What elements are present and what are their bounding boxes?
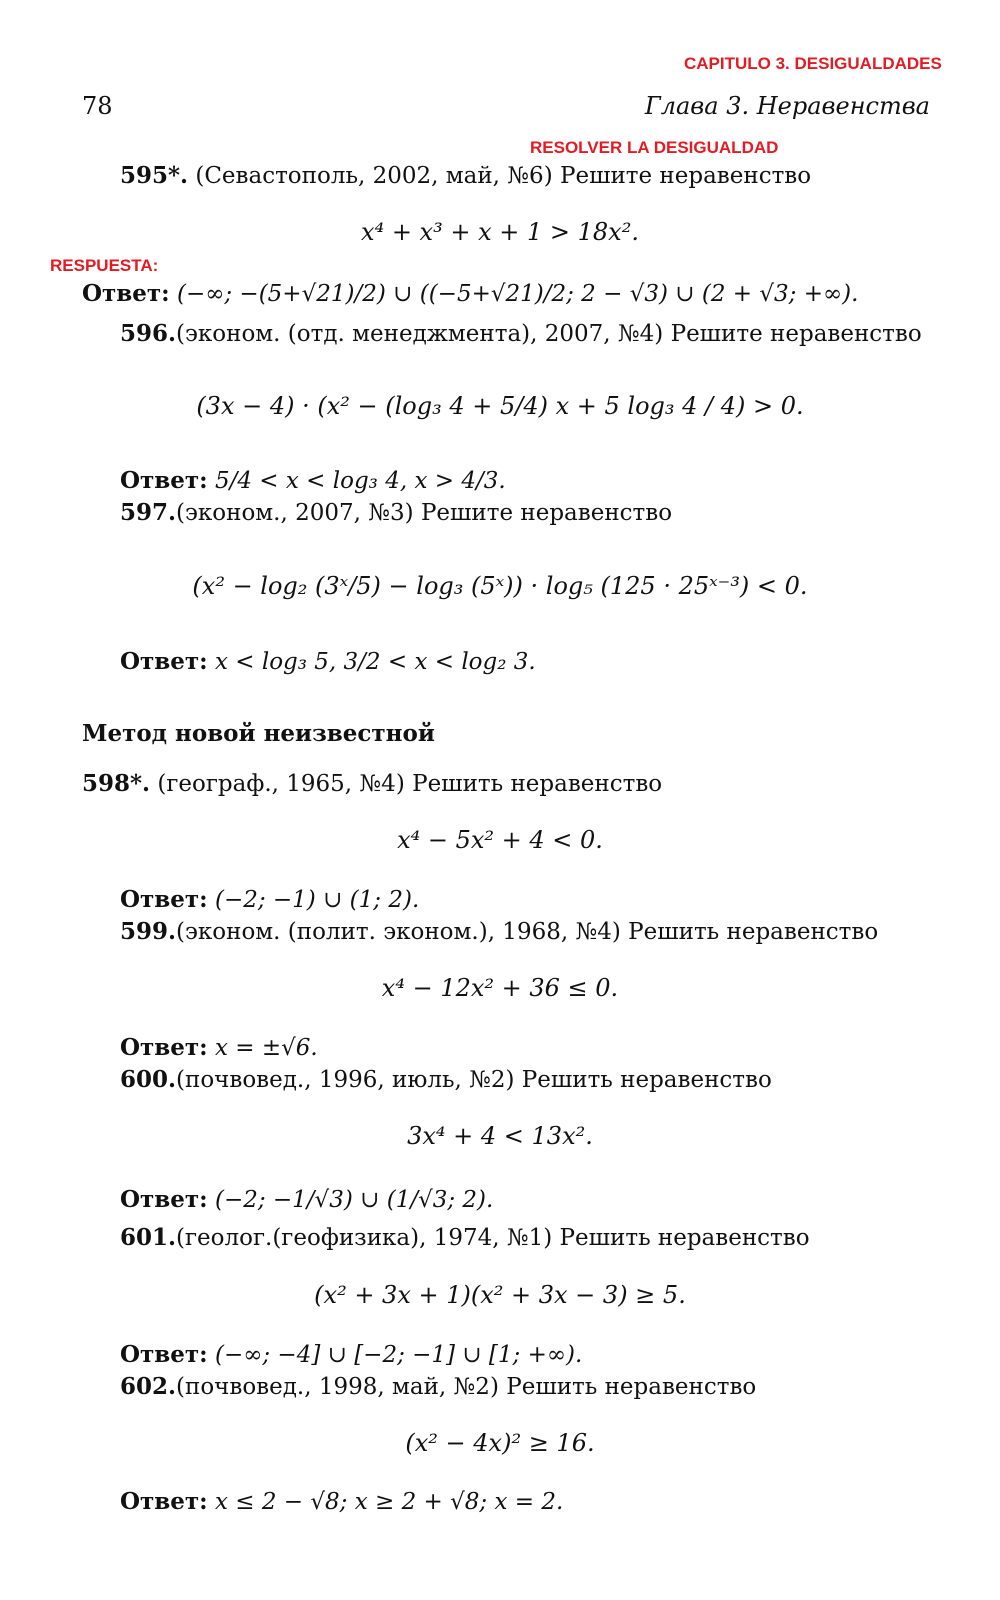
answer-value: 5/4 < x < log₃ 4, x > 4/3.	[207, 468, 506, 494]
formula-601: (x² + 3x + 1)(x² + 3x − 3) ≥ 5.	[314, 1281, 686, 1309]
answer-label: Ответ:	[120, 467, 208, 494]
formula-595: x⁴ + x³ + x + 1 > 18x².	[361, 218, 639, 246]
problem-text: (почвовед., 1998, май, №2) Решить неравенство	[176, 1374, 757, 1400]
answer-597	[120, 648, 536, 675]
formula-596: (3x − 4) · (x² − (log₃ 4 + 5/4) x + 5 log₃ 4 / 4) > 0.	[196, 392, 804, 420]
problem-text: (геолог.(геофизика), 1974, №1) Решить неравенство	[176, 1225, 810, 1251]
formula-600: 3x⁴ + 4 < 13x².	[407, 1122, 593, 1150]
problem-text: (эконом. (полит. эконом.), 1968, №4) Решить неравенство	[176, 919, 879, 945]
answer-value: x < log₃ 5, 3/2 < x < log₂ 3.	[207, 649, 536, 675]
answer-label: Ответ:	[120, 886, 208, 913]
problem-596	[120, 320, 922, 347]
problem-text: (географ., 1965, №4) Решить неравенство	[150, 771, 663, 797]
problem-text: (почвовед., 1996, июль, №2) Решить неравенство	[176, 1067, 772, 1093]
answer-label: Ответ:	[120, 648, 208, 675]
problem-number: 595*.	[120, 162, 189, 189]
problem-number: 599.	[120, 918, 177, 945]
annotation-resolve: RESOLVER LA DESIGUALDAD	[530, 138, 779, 157]
answer-598	[120, 886, 419, 913]
answer-value: x = ±√6.	[207, 1035, 318, 1061]
chapter-title: Глава 3. Неравенства	[644, 92, 930, 120]
problem-599	[120, 918, 878, 945]
answer-595	[82, 280, 858, 307]
problem-602	[120, 1373, 756, 1400]
answer-value: (−∞; −(5+√21)/2) ∪ ((−5+√21)/2; 2 − √3) ∪ (2 + √3; +∞).	[169, 281, 859, 307]
problem-number: 601.	[120, 1224, 177, 1251]
answer-596	[120, 467, 506, 494]
answer-602	[120, 1488, 563, 1515]
answer-599	[120, 1034, 318, 1061]
answer-label: Ответ:	[82, 280, 170, 307]
problem-598	[82, 770, 662, 797]
answer-value: x ≤ 2 − √8; x ≥ 2 + √8; x = 2.	[207, 1489, 564, 1515]
answer-label: Ответ:	[120, 1488, 208, 1515]
answer-value: (−2; −1) ∪ (1; 2).	[207, 887, 420, 913]
formula-602: (x² − 4x)² ≥ 16.	[405, 1429, 595, 1457]
problem-number: 598*.	[82, 770, 151, 797]
answer-601	[120, 1341, 582, 1368]
page-number: 78	[82, 92, 113, 120]
problem-number: 602.	[120, 1373, 177, 1400]
answer-label: Ответ:	[120, 1034, 208, 1061]
problem-number: 596.	[120, 320, 177, 347]
annotation-answer: RESPUESTA:	[50, 256, 159, 275]
problem-text: (эконом., 2007, №3) Решите неравенство	[176, 500, 673, 526]
problem-text: (Севастополь, 2002, май, №6) Решите неравенство	[188, 163, 812, 189]
problem-595	[120, 162, 811, 189]
answer-label: Ответ:	[120, 1341, 208, 1368]
answer-value: (−∞; −4] ∪ [−2; −1] ∪ [1; +∞).	[207, 1342, 583, 1368]
problem-number: 600.	[120, 1066, 177, 1093]
problem-597	[120, 499, 672, 526]
formula-597: (x² − log₂ (3ˣ/5) − log₃ (5ˣ)) · log₅ (125 · 25ˣ⁻³) < 0.	[192, 572, 808, 600]
annotation-chapter: CAPITULO 3. DESIGUALDADES	[684, 54, 942, 73]
problem-text: (эконом. (отд. менеджмента), 2007, №4) Решите неравенство	[176, 321, 922, 347]
formula-598: x⁴ − 5x² + 4 < 0.	[397, 826, 603, 854]
problem-601	[120, 1224, 810, 1251]
formula-599: x⁴ − 12x² + 36 ≤ 0.	[381, 974, 619, 1002]
section-title: Метод новой неизвестной	[82, 720, 435, 747]
problem-number: 597.	[120, 499, 177, 526]
answer-600	[120, 1186, 493, 1213]
answer-label: Ответ:	[120, 1186, 208, 1213]
problem-600	[120, 1066, 772, 1093]
answer-value: (−2; −1/√3) ∪ (1/√3; 2).	[207, 1187, 494, 1213]
